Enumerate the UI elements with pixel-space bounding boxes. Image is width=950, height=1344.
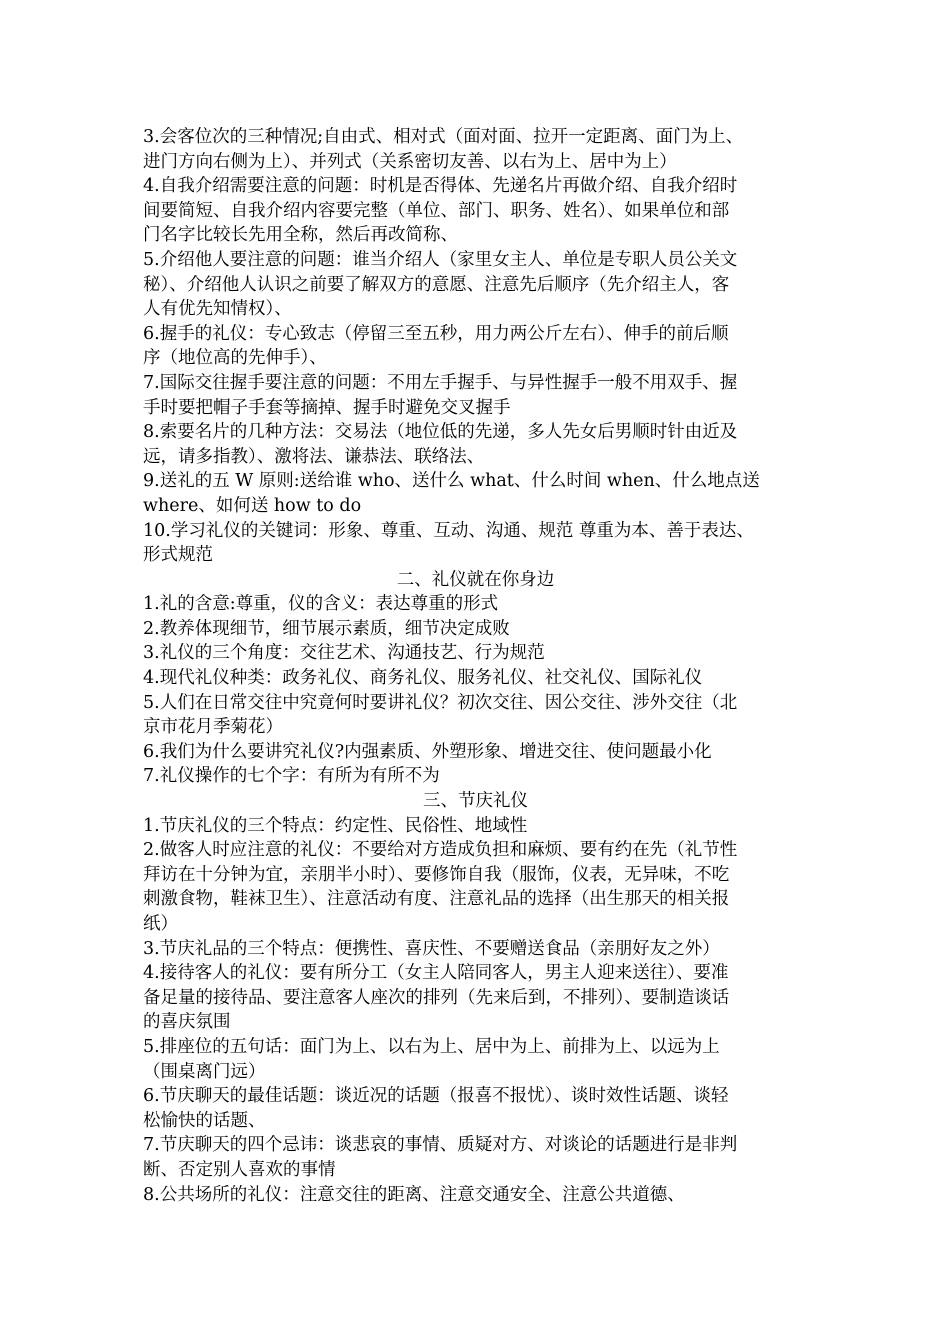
text-line: 3.会客位次的三种情况;自由式、相对式（面对面、拉开一定距离、面门为上、 xyxy=(143,127,744,147)
text-line: 7.国际交往握手要注意的问题：不用左手握手、与异性握手一般不用双手、握 xyxy=(143,372,738,393)
text-line: 3.礼仪的三个角度：交往艺术、沟通技艺、行为规范 xyxy=(143,643,545,664)
text-line: 5.介绍他人要注意的问题：谁当介绍人（家里女主人、单位是专职人员公关文 xyxy=(143,249,738,270)
text-line: 远，请多指教）、激将法、谦恭法、联络法、 xyxy=(143,446,485,467)
text-line: （围桌离门远） xyxy=(143,1061,266,1082)
text-line: 形式规范 xyxy=(143,545,213,566)
text-line: 拜访在十分钟为宜，亲朋半小时）、要修饰自我（服饰，仪表，无异味，不吃 xyxy=(143,864,730,885)
section-heading: 三、节庆礼仪 xyxy=(423,791,528,812)
text-line: 1.礼的含意:尊重，仪的含义：表达尊重的形式 xyxy=(143,594,499,615)
text-line: 3.节庆礼品的三个特点：便携性、喜庆性、不要赠送食品（亲朋好友之外） xyxy=(143,938,720,959)
document-body xyxy=(143,125,808,1207)
text-line: 断、否定别人喜欢的事情 xyxy=(143,1159,336,1180)
text-line: 6.节庆聊天的最佳话题：谈近况的话题（报喜不报忧）、谈时效性话题、谈轻 xyxy=(143,1086,729,1107)
text-line: 2.做客人时应注意的礼仪：不要给对方造成负担和麻烦、要有约在先（礼节性 xyxy=(143,840,738,861)
text-line: 8.索要名片的几种方法：交易法（地位低的先递，多人先女后男顺时针由近及 xyxy=(143,422,738,443)
text-line: where、如何送 how to do xyxy=(143,495,362,516)
text-line: 9.送礼的五 W 原则:送给谁 who、送什么 what、什么时间 when、什么地点送 xyxy=(143,471,760,492)
text-line: 5.排座位的五句话：面门为上、以右为上、居中为上、前排为上、以远为上 xyxy=(143,1036,720,1057)
text-line: 6.握手的礼仪：专心致志（停留三至五秒，用力两公斤左右）、伸手的前后顺 xyxy=(143,323,729,344)
text-line: 4.接待客人的礼仪：要有所分工（女主人陪同客人，男主人迎来送往）、要准 xyxy=(143,963,729,984)
text-line: 序（地位高的先伸手）、 xyxy=(143,348,327,369)
text-line: 人有优先知情权）、 xyxy=(143,299,292,320)
text-line: 7.节庆聊天的四个忌讳：谈悲哀的事情、质疑对方、对谈论的话题进行是非判 xyxy=(143,1135,738,1156)
text-line: 2.教养体现细节，细节展示素质，细节决定成败 xyxy=(143,618,510,639)
text-line: 7.礼仪操作的七个字：有所为有所不为 xyxy=(143,766,440,787)
text-line: 松愉快的话题、 xyxy=(143,1110,266,1131)
text-line: 进门方向右侧为上）、并列式（关系密切友善、以右为上、居中为上） xyxy=(143,151,677,172)
text-line: 备足量的接待品、要注意客人座次的排列（先来后到，不排列）、要制造谈话 xyxy=(143,987,730,1008)
text-line: 门名字比较长先用全称，然后再改简称、 xyxy=(143,225,458,246)
text-line: 刺激食物，鞋袜卫生）、注意活动有度、注意礼品的选择（出生那天的相关报 xyxy=(143,889,730,910)
text-line: 1.节庆礼仪的三个特点：约定性、民俗性、地域性 xyxy=(143,815,528,836)
text-line: 4.现代礼仪种类：政务礼仪、商务礼仪、服务礼仪、社交礼仪、国际礼仪 xyxy=(143,668,703,689)
text-line: 纸） xyxy=(143,914,178,934)
text-line: 手时要把帽子手套等摘掉、握手时避免交叉握手 xyxy=(143,397,511,418)
text-line: 京市花月季菊花） xyxy=(143,717,283,738)
text-line: 5.人们在日常交往中究竟何时要讲礼仪？初次交往、因公交往、涉外交往（北 xyxy=(143,692,738,713)
text-line: 的喜庆氛围 xyxy=(143,1012,231,1033)
section-heading: 二、礼仪就在你身边 xyxy=(396,569,555,590)
text-line: 秘）、介绍他人认识之前要了解双方的意愿、注意先后顺序（先介绍主人，客 xyxy=(143,274,730,295)
text-line: 间要简短、自我介绍内容要完整（单位、部门、职务、姓名）、如果单位和部 xyxy=(143,200,730,221)
text-line: 8.公共场所的礼仪：注意交往的距离、注意交通安全、注意公共道德、 xyxy=(143,1184,685,1205)
text-line: 4.自我介绍需要注意的问题：时机是否得体、先递名片再做介绍、自我介绍时 xyxy=(143,176,738,197)
text-line: 6.我们为什么要讲究礼仪?内强素质、外塑形象、增进交往、使问题最小化 xyxy=(143,741,712,762)
text-line: 10.学习礼仪的关键词：形象、尊重、互动、沟通、规范 尊重为本、善于表达、 xyxy=(143,520,754,541)
